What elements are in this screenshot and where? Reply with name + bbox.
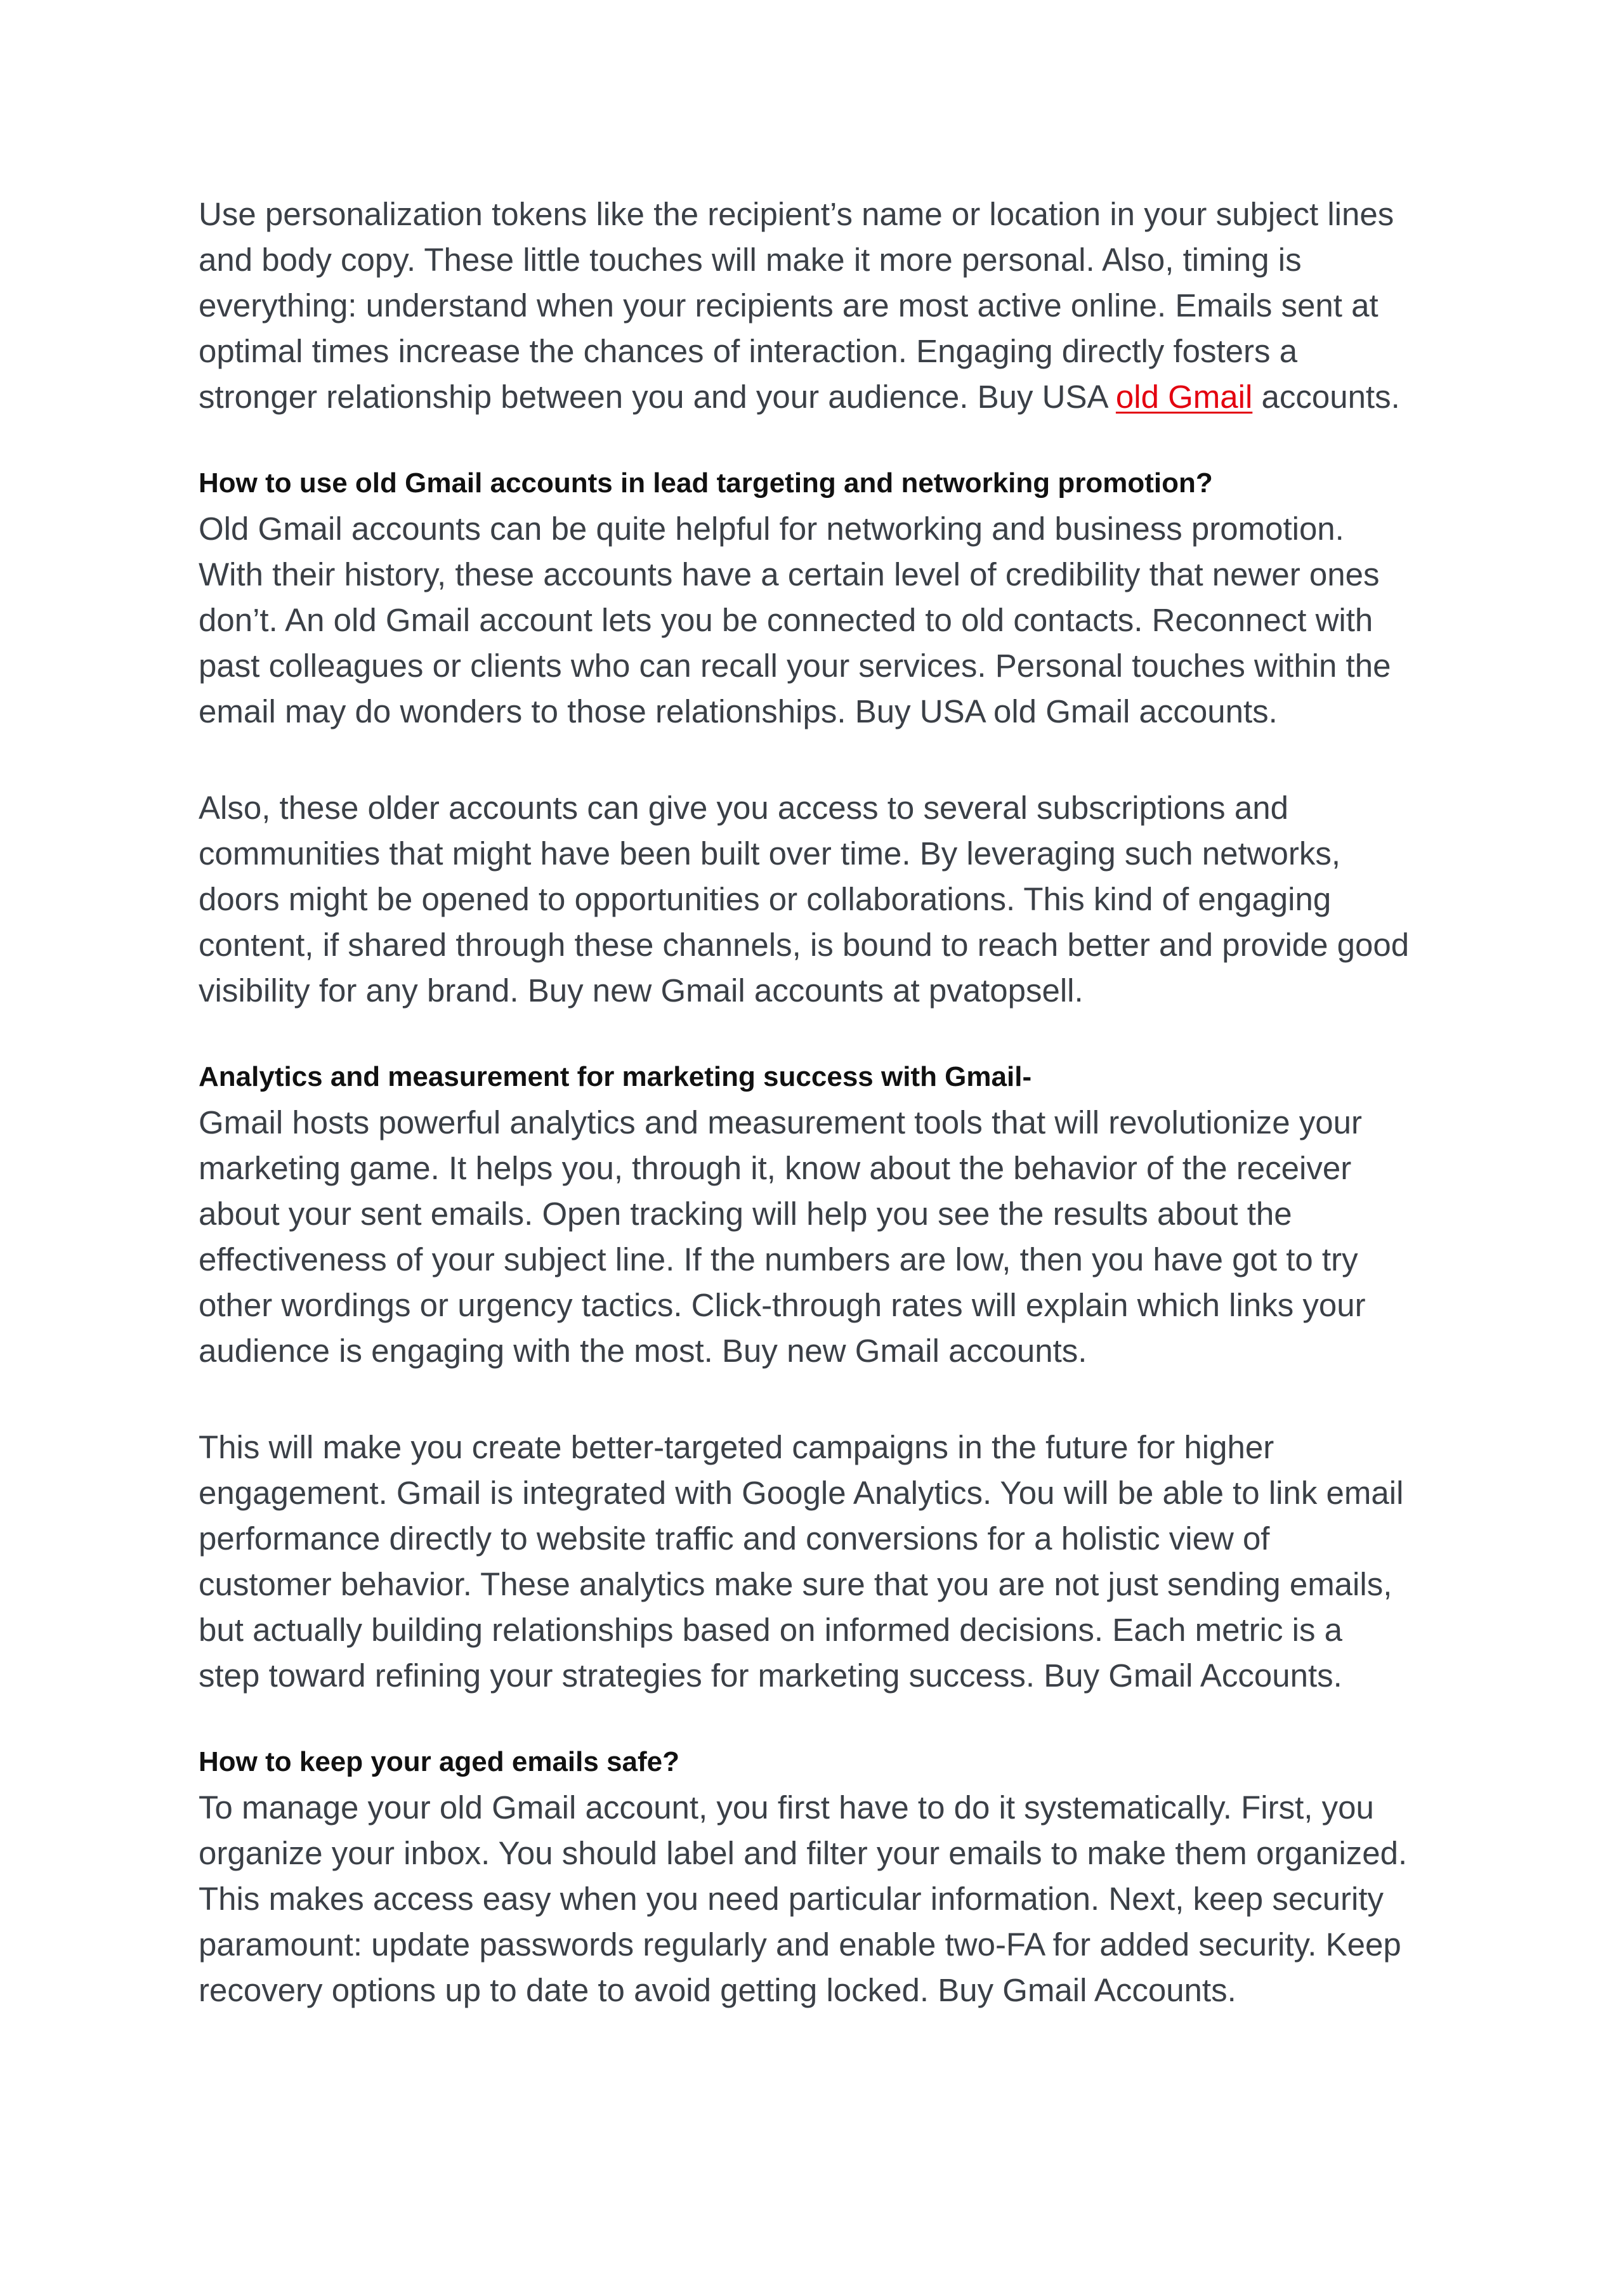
- heading-analytics: Analytics and measurement for marketing success with Gmail-: [199, 1061, 1032, 1092]
- spacer: [199, 735, 1442, 785]
- paragraph-personalization: [199, 192, 1442, 420]
- old-gmail-link[interactable]: old Gmail: [1115, 379, 1253, 415]
- spacer: [199, 1014, 1442, 1054]
- paragraph-networking: Old Gmail accounts can be quite helpful for networking and business promotion. With their history, these accounts have a certain level of credibility that newer ones don’t. An old Gmail account lets you be connected to old contacts. Reconnect with past colleagues or clients who can recall your services. Personal touches within the email may do wonders to those relationships. Buy USA old Gmail accounts.: [199, 511, 1391, 729]
- paragraph-text: accounts.: [1252, 379, 1400, 415]
- heading-lead-targeting: How to use old Gmail accounts in lead targeting and networking promotion?: [199, 467, 1213, 499]
- heading-keep-safe: How to keep your aged emails safe?: [199, 1746, 680, 1777]
- paragraph-targeted-campaigns: This will make you create better-targeted campaigns in the future for higher engagement. Gmail is integrated with Google Analytics. You will be able to link email performance directly to website traffic and conversions for a holistic view of customer behavior. These analytics make sure that you are not just sending emails, but actually building relationships based on informed decisions. Each metric is a step toward refining your strategies for marketing success. Buy Gmail Accounts.: [199, 1429, 1404, 1694]
- paragraph-manage-account: To manage your old Gmail account, you first have to do it systematically. First, you organize your inbox. You should label and filter your emails to make them organized. This makes access easy when you need particular information. Next, keep security paramount: update passwords regularly and enable two-FA for added security. Keep recovery options up to date to avoid getting locked. Buy Gmail Accounts.: [199, 1789, 1408, 2008]
- paragraph-text: Use personalization tokens like the recipient’s name or location in your subject lines and body copy. These little touches will make it more personal. Also, timing is everything: understand when your recipients are most active online. Emails sent at optimal times increase the chances of interaction. Engaging directly fosters a stronger relationship between you and your audience. Buy USA: [199, 196, 1394, 415]
- spacer: [199, 1374, 1442, 1425]
- spacer: [199, 420, 1442, 461]
- paragraph-analytics-tools: Gmail hosts powerful analytics and measurement tools that will revolutionize your marketing game. It helps you, through it, know about the behavior of the receiver about your sent emails. Open tracking will help you see the results about the effectiveness of your subject line. If the numbers are low, then you have got to try other wordings or urgency tactics. Click-through rates will explain which links your audience is engaging with the most. Buy new Gmail accounts.: [199, 1104, 1366, 1369]
- spacer: [199, 1699, 1442, 1739]
- document-body: [199, 192, 1442, 2013]
- paragraph-subscriptions: Also, these older accounts can give you access to several subscriptions and communities that might have been built over time. By leveraging such networks, doors might be opened to opportunities or collaborations. This kind of engaging content, if shared through these channels, is bound to reach better and provide good visibility for any brand. Buy new Gmail accounts at pvatopsell.: [199, 790, 1410, 1009]
